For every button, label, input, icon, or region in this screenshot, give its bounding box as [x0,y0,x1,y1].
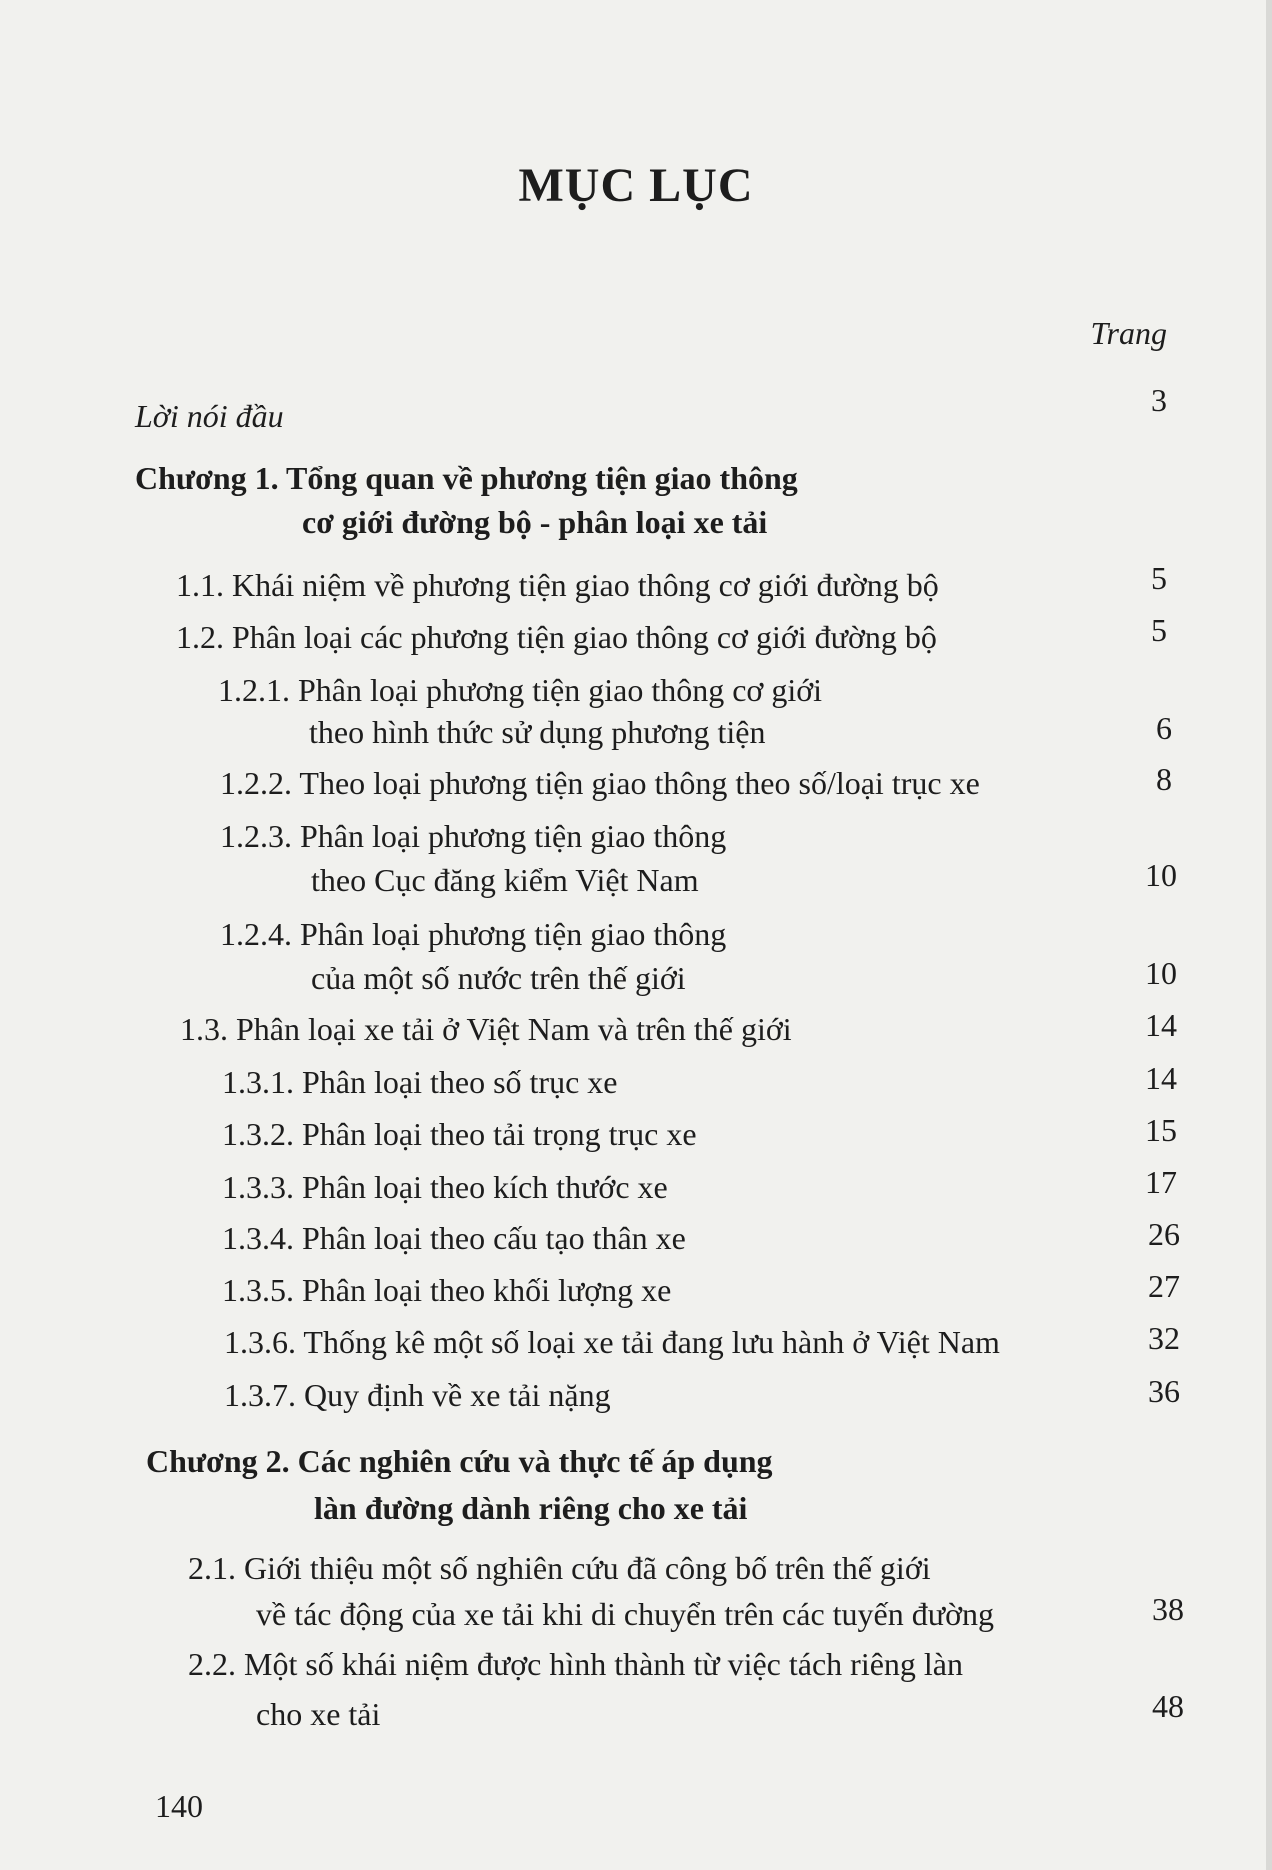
toc-page-number: 32 [1148,1320,1180,1356]
toc-entry-continued: theo Cục đăng kiểm Việt Nam [311,862,699,898]
toc-page-number: 3 [1151,382,1167,418]
toc-entry-title: Thống kê một số loại xe tải đang lưu hành ở Việt Nam [303,1324,1000,1360]
toc-entry-continued: theo hình thức sử dụng phương tiện [309,714,766,750]
toc-page-number: 26 [1148,1216,1180,1252]
page-column-label: Trang [1090,315,1167,351]
toc-entry-number: 1.3.6. [224,1324,296,1360]
toc-entry-number: 1.1. [176,567,224,603]
toc-entry-number: 1.2.1. [218,672,290,708]
toc-entry-number: 2.2. [188,1646,236,1682]
toc-entry-number: 1.2.4. [220,916,292,952]
toc-entry-continued: của một số nước trên thế giới [311,960,686,996]
toc-entry-title: Phân loại các phương tiện giao thông cơ giới đường bộ [232,619,937,655]
toc-entry [180,1007,792,1051]
toc-entry-title: Quy định về xe tải nặng [304,1377,611,1413]
toc-entry-title: Phân loại phương tiện giao thông cơ giới [298,672,823,708]
toc-entry [188,1642,963,1686]
toc-entry-title: Phân loại phương tiện giao thông [300,818,727,854]
toc-page-number: 8 [1156,761,1172,797]
toc-entry-number: 2.1. [188,1550,236,1586]
toc-entry-number: 1.3.5. [222,1272,294,1308]
toc-entry-title: Giới thiệu một số nghiên cứu đã công bố trên thế giới [244,1550,931,1586]
toc-entry-title: Phân loại xe tải ở Việt Nam và trên thế giới [236,1011,792,1047]
toc-entry-number: 1.3.2. [222,1116,294,1152]
toc-entry [176,563,939,607]
toc-entry [220,912,726,956]
toc-entry-number: 1.3.1. [222,1064,294,1100]
toc-entry-number: 1.2. [176,619,224,655]
chapter-heading-continued: làn đường dành riêng cho xe tải [314,1490,748,1526]
toc-page-number: 48 [1152,1688,1184,1724]
toc-entry-title: Phân loại theo khối lượng xe [302,1272,672,1308]
chapter-heading-continued: cơ giới đường bộ - phân loại xe tải [302,504,768,540]
toc-entry-number: 1.3.4. [222,1220,294,1256]
toc-entry-title: Theo loại phương tiện giao thông theo số/loại trục xe [299,765,980,801]
page-folio-number: 140 [155,1788,203,1824]
toc-entry [222,1216,686,1260]
toc-page-number: 14 [1145,1060,1177,1096]
toc-page-number: 36 [1148,1373,1180,1409]
toc-entry-title: Phân loại theo tải trọng trục xe [302,1116,697,1152]
toc-page-number: 38 [1152,1591,1184,1627]
toc-entry-continued: cho xe tải [256,1696,381,1732]
toc-entry [222,1112,697,1156]
toc-entry [176,615,937,659]
toc-entry-title: Phân loại theo cấu tạo thân xe [302,1220,686,1256]
toc-entry-number: 1.2.2. [220,765,292,801]
toc-entry [222,1165,668,1209]
toc-entry-title: Một số khái niệm được hình thành từ việc tách riêng làn [244,1646,963,1682]
toc-page-number: 5 [1151,612,1167,648]
toc-entry [188,1546,931,1590]
chapter-heading: Chương 2. Các nghiên cứu và thực tế áp dụng [146,1443,773,1479]
toc-entry [222,1268,671,1312]
toc-entry [220,761,980,805]
toc-entry-number: 1.3.3. [222,1169,294,1205]
toc-page-number: 27 [1148,1268,1180,1304]
toc-entry [224,1373,611,1417]
toc-entry-number: 1.3.7. [224,1377,296,1413]
toc-preface: Lời nói đầu [135,398,284,434]
toc-page-number: 5 [1151,560,1167,596]
toc-page-number: 15 [1145,1112,1177,1148]
page-edge [1266,0,1272,1870]
chapter-heading: Chương 1. Tổng quan về phương tiện giao thông [135,460,798,496]
toc-entry-title: Phân loại phương tiện giao thông [300,916,727,952]
toc-page-number: 10 [1145,857,1177,893]
toc-entry-continued: về tác động của xe tải khi di chuyển trên các tuyến đường [256,1596,994,1632]
toc-page-number: 14 [1145,1007,1177,1043]
toc-entry-number: 1.2.3. [220,818,292,854]
toc-page-number: 10 [1145,955,1177,991]
toc-entry [218,668,822,712]
toc-entry [220,814,726,858]
toc-page-number: 17 [1145,1164,1177,1200]
toc-entry-number: 1.3. [180,1011,228,1047]
toc-page-number: 6 [1156,710,1172,746]
page-title: MỤC LỤC [518,159,754,212]
toc-entry [222,1060,617,1104]
toc-entry [224,1320,1000,1364]
toc-entry-title: Phân loại theo kích thước xe [302,1169,668,1205]
toc-entry-title: Phân loại theo số trục xe [302,1064,618,1100]
toc-entry-title: Khái niệm về phương tiện giao thông cơ giới đường bộ [232,567,939,603]
